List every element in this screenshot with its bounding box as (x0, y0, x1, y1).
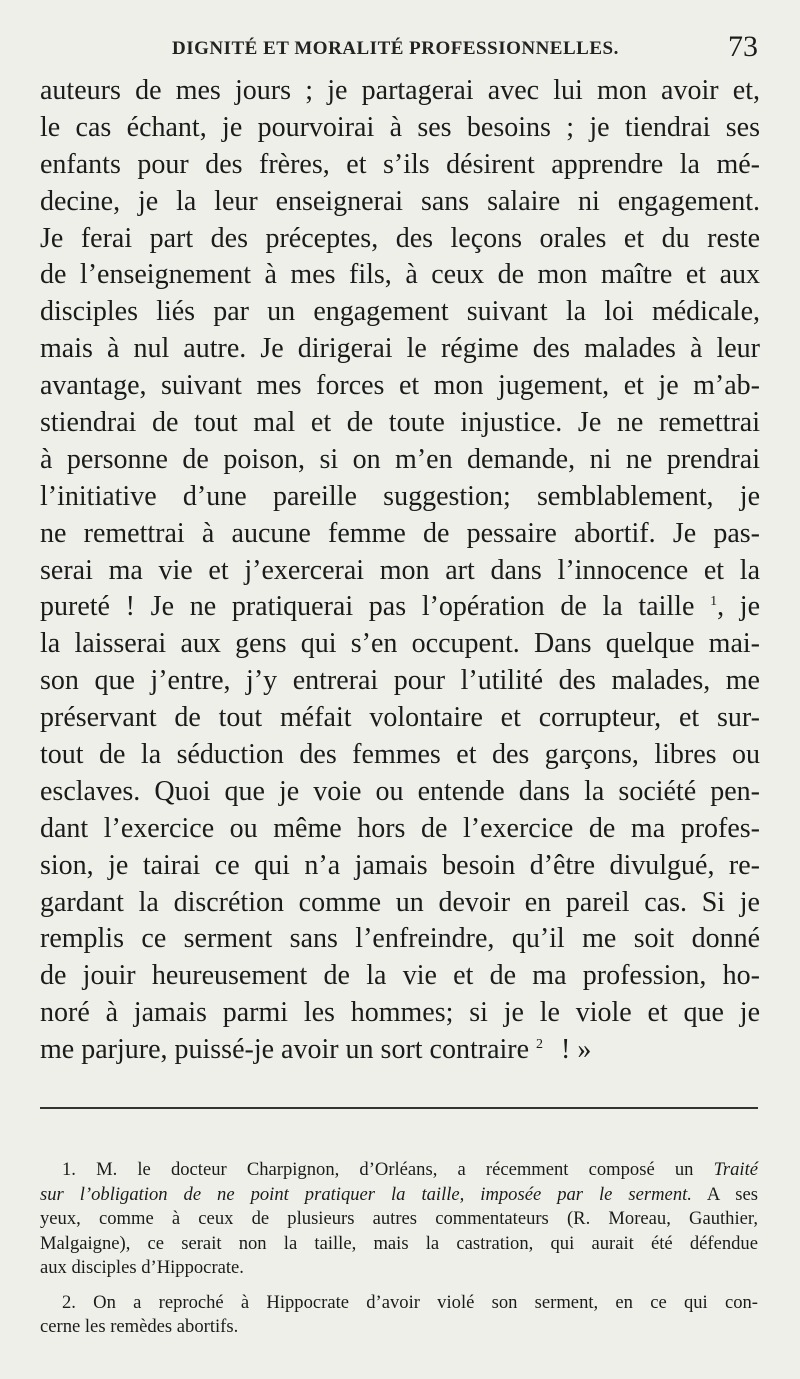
text-line: auteurs de mes jours ; je partagerai avec lui mon avoir et, (40, 75, 760, 106)
footnote-separator (40, 1107, 758, 1109)
text-line: noré à jamais parmi les hommes; si je le viole et que je (40, 997, 760, 1029)
footnote-1-line (40, 1183, 758, 1208)
text-line: son que j’entre, j’y entrerai pour l’utilité des malades, me (40, 665, 760, 697)
page-header (0, 30, 800, 74)
footnote-marker-1: 1 (710, 594, 718, 610)
text-line: serai ma vie et j’exercerai mon art dans l’innocence et la (40, 554, 760, 586)
text-line: mais à nul autre. Je dirigerai le régime des malades à leur (40, 333, 760, 365)
text-line: préservant de tout méfait volontaire et corrupteur, et sur- (40, 702, 760, 734)
running-title: DIGNITÉ ET MORALITÉ PROFESSIONNELLES. (172, 38, 619, 59)
text-line-with-footnote-2 (40, 1032, 760, 1069)
text-line: disciples liés par un engagement suivant la loi médicale, (40, 296, 760, 328)
text-line: stiendrai de tout mal et de toute injustice. Je ne remettrai (40, 407, 760, 439)
footnote-1-line (40, 1158, 758, 1183)
text-line: decine, je la leur enseignerai sans salaire ni engagement. (40, 185, 760, 217)
text-line: dant l’exercice ou même hors de l’exercice de ma profes- (40, 812, 760, 844)
text-line: l’initiative d’une pareille suggestion; semblablement, je (40, 480, 760, 512)
italic-title: sur l’obligation de ne point pratiquer la taille, imposée par le serment. (40, 1183, 692, 1205)
text-line: à personne de poison, si on m’en demande, ni ne prendrai (40, 443, 760, 475)
text-line: la laisserai aux gens qui s’en occupent. Dans quelque mai- (40, 628, 760, 660)
text-line: tout de la séduction des femmes et des garçons, libres ou (40, 739, 760, 771)
text-line-with-footnote-1 (40, 589, 760, 626)
text-segment: , je (717, 591, 761, 623)
footnote-2-line: cerne les remèdes abortifs. (40, 1316, 239, 1337)
footnote-2-line: 2. On a reproché à Hippocrate d’avoir violé son serment, en ce qui con- (62, 1291, 758, 1313)
text-line: Je ferai part des préceptes, des leçons orales et du reste (40, 222, 760, 254)
text-line: enfants pour des frères, et s’ils désirent apprendre la mé- (40, 148, 760, 180)
footnote-1-line: aux disciples d’Hippocrate. (40, 1257, 244, 1278)
text-line: esclaves. Quoi que je voie ou entende dans la société pen- (40, 775, 760, 807)
text-segment: 1. M. le docteur Charpignon, d’Orléans, a récemment composé un (62, 1159, 694, 1180)
text-segment: pureté ! Je ne pratiquerai pas l’opération de la taille (40, 591, 695, 623)
italic-title: Traité (713, 1159, 758, 1180)
text-line: avantage, suivant mes forces et mon jugement, et je m’ab- (40, 370, 760, 402)
text-line: sion, je tairai ce qui n’a jamais besoin d’être divulgué, re- (40, 849, 760, 881)
footnote-marker-2: 2 (536, 1037, 544, 1053)
text-line: de jouir heureusement de la vie et de ma profession, ho- (40, 960, 760, 992)
text-line: de l’enseignement à mes fils, à ceux de mon maître et aux (40, 259, 760, 291)
footnote-1-line: yeux, comme à ceux de plusieurs autres commentateurs (R. Moreau, Gauthier, (40, 1208, 758, 1229)
body-text (40, 73, 760, 1069)
text-segment: A ses (706, 1183, 758, 1205)
text-line: le cas échant, je pourvoirai à ses besoins ; je tiendrai ses (40, 111, 760, 143)
text-line: gardant la discrétion comme un devoir en pareil cas. Si je (40, 886, 760, 918)
page-number: 73 (728, 30, 758, 63)
footnotes (40, 1158, 758, 1340)
text-line: ne remettrai à aucune femme de pessaire abortif. Je pas- (40, 517, 760, 549)
text-segment: me parjure, puissé-je avoir un sort contraire (40, 1034, 530, 1066)
closing-quote: ! » (561, 1034, 592, 1066)
text-line: remplis ce serment sans l’enfreindre, qu’il me soit donné (40, 923, 760, 955)
footnote-1-line: Malgaigne), ce serait non la taille, mais la castration, qui aurait été défendue (40, 1232, 758, 1254)
